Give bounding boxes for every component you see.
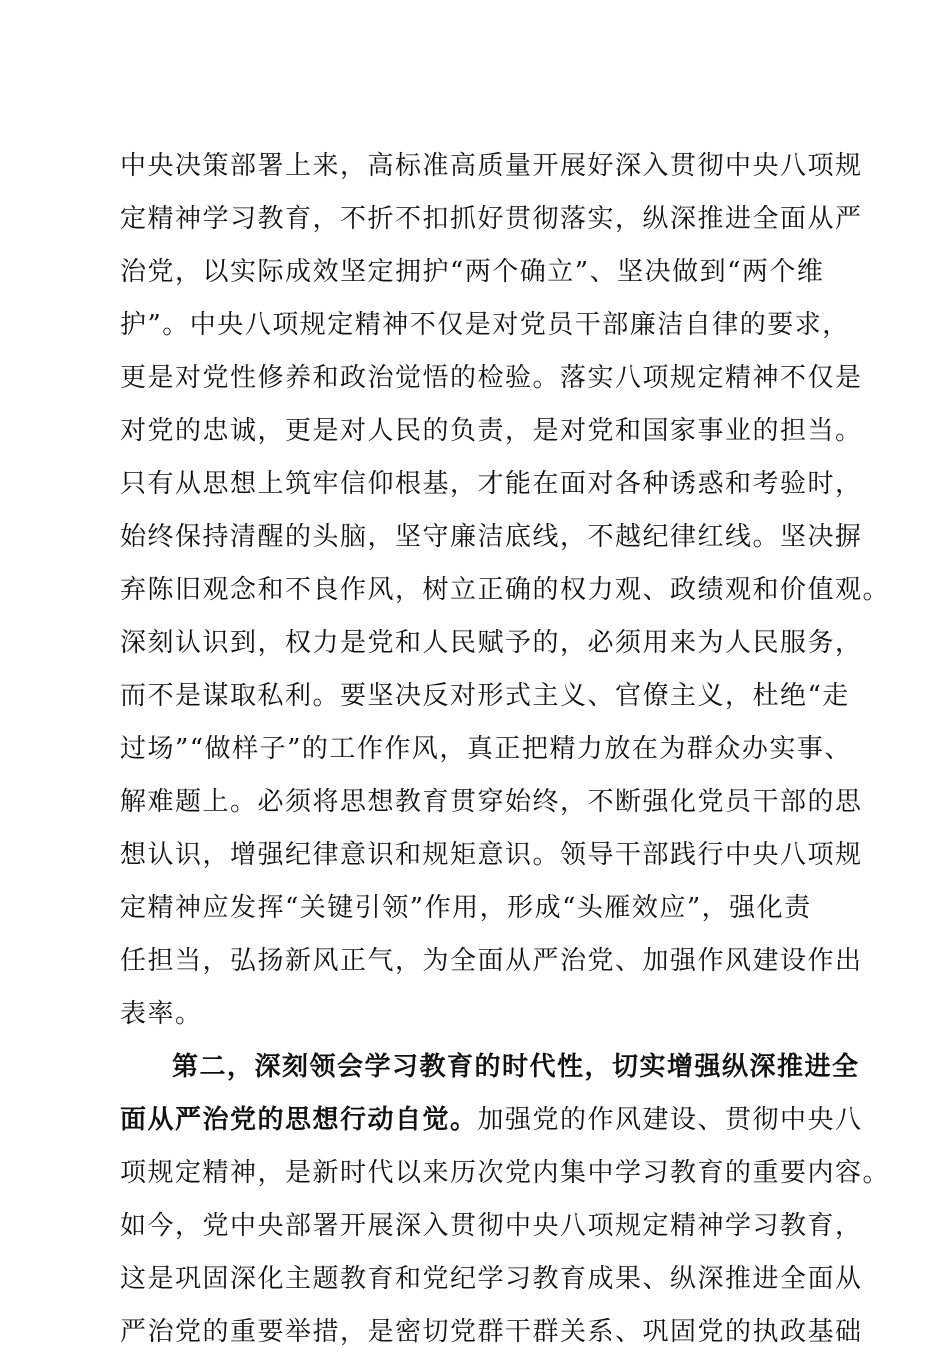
- body-line: 解难题上。必须将思想教育贯穿始终，不断强化党员干部的思: [120, 787, 863, 817]
- section-heading-continued: [120, 1094, 863, 1147]
- section-heading: 第二，深刻领会学习教育的时代性，切实增强纵深推进全: [172, 1052, 860, 1082]
- body-line: 任担当，弘扬新风正气，为全面从严治党、加强作风建设作出: [120, 946, 863, 976]
- body-line: 始终保持清醒的头脑，坚守廉洁底线，不越纪律红线。坚决摒: [120, 522, 863, 552]
- body-line: 只有从思想上筑牢信仰根基，才能在面对各种诱惑和考验时，: [120, 469, 863, 499]
- body-line: 定精神应发挥“关键引领”作用，形成“头雁效应”，强化责: [120, 893, 812, 923]
- body-line: 深刻认识到，权力是党和人民赋予的，必须用来为人民服务，: [120, 628, 863, 658]
- section-body-text: 加强党的作风建设、贯彻中央八: [477, 1105, 863, 1135]
- body-line: 严治党的重要举措，是密切党群干群关系、巩固党的执政基础: [120, 1317, 863, 1347]
- body-line: 护”。中央八项规定精神不仅是对党员干部廉洁自律的要求，: [120, 310, 850, 340]
- body-line: 弃陈旧观念和不良作风，树立正确的权力观、政绩观和价值观。: [120, 575, 891, 605]
- section-heading-bold-text: 面从严治党的思想行动自觉。: [120, 1105, 478, 1135]
- body-line: 中央决策部署上来，高标准高质量开展好深入贯彻中央八项规: [120, 151, 863, 181]
- body-line: 这是巩固深化主题教育和党纪学习教育成果、纵深推进全面从: [120, 1264, 863, 1294]
- body-line: 对党的忠诚，更是对人民的负责，是对党和国家事业的担当。: [120, 416, 863, 446]
- body-line: 项规定精神，是新时代以来历次党内集中学习教育的重要内容。: [120, 1158, 891, 1188]
- body-line: 更是对党性修养和政治觉悟的检验。落实八项规定精神不仅是: [120, 363, 863, 393]
- body-line: 治党，以实际成效坚定拥护“两个确立”、坚决做到“两个维: [120, 257, 825, 287]
- body-line: 想认识，增强纪律意识和规矩意识。领导干部践行中央八项规: [120, 840, 863, 870]
- document-body: [120, 140, 891, 1359]
- body-line: 定精神学习教育，不折不扣抓好贯彻落实，纵深推进全面从严: [120, 204, 863, 234]
- body-line: 而不是谋取私利。要坚决反对形式主义、官僚主义，杜绝“走: [120, 681, 850, 711]
- body-line: 过场”“做样子”的工作作风，真正把精力放在为群众办实事、: [120, 734, 852, 764]
- body-line: 如今，党中央部署开展深入贯彻中央八项规定精神学习教育，: [120, 1211, 863, 1241]
- body-line: 表率。: [120, 999, 203, 1029]
